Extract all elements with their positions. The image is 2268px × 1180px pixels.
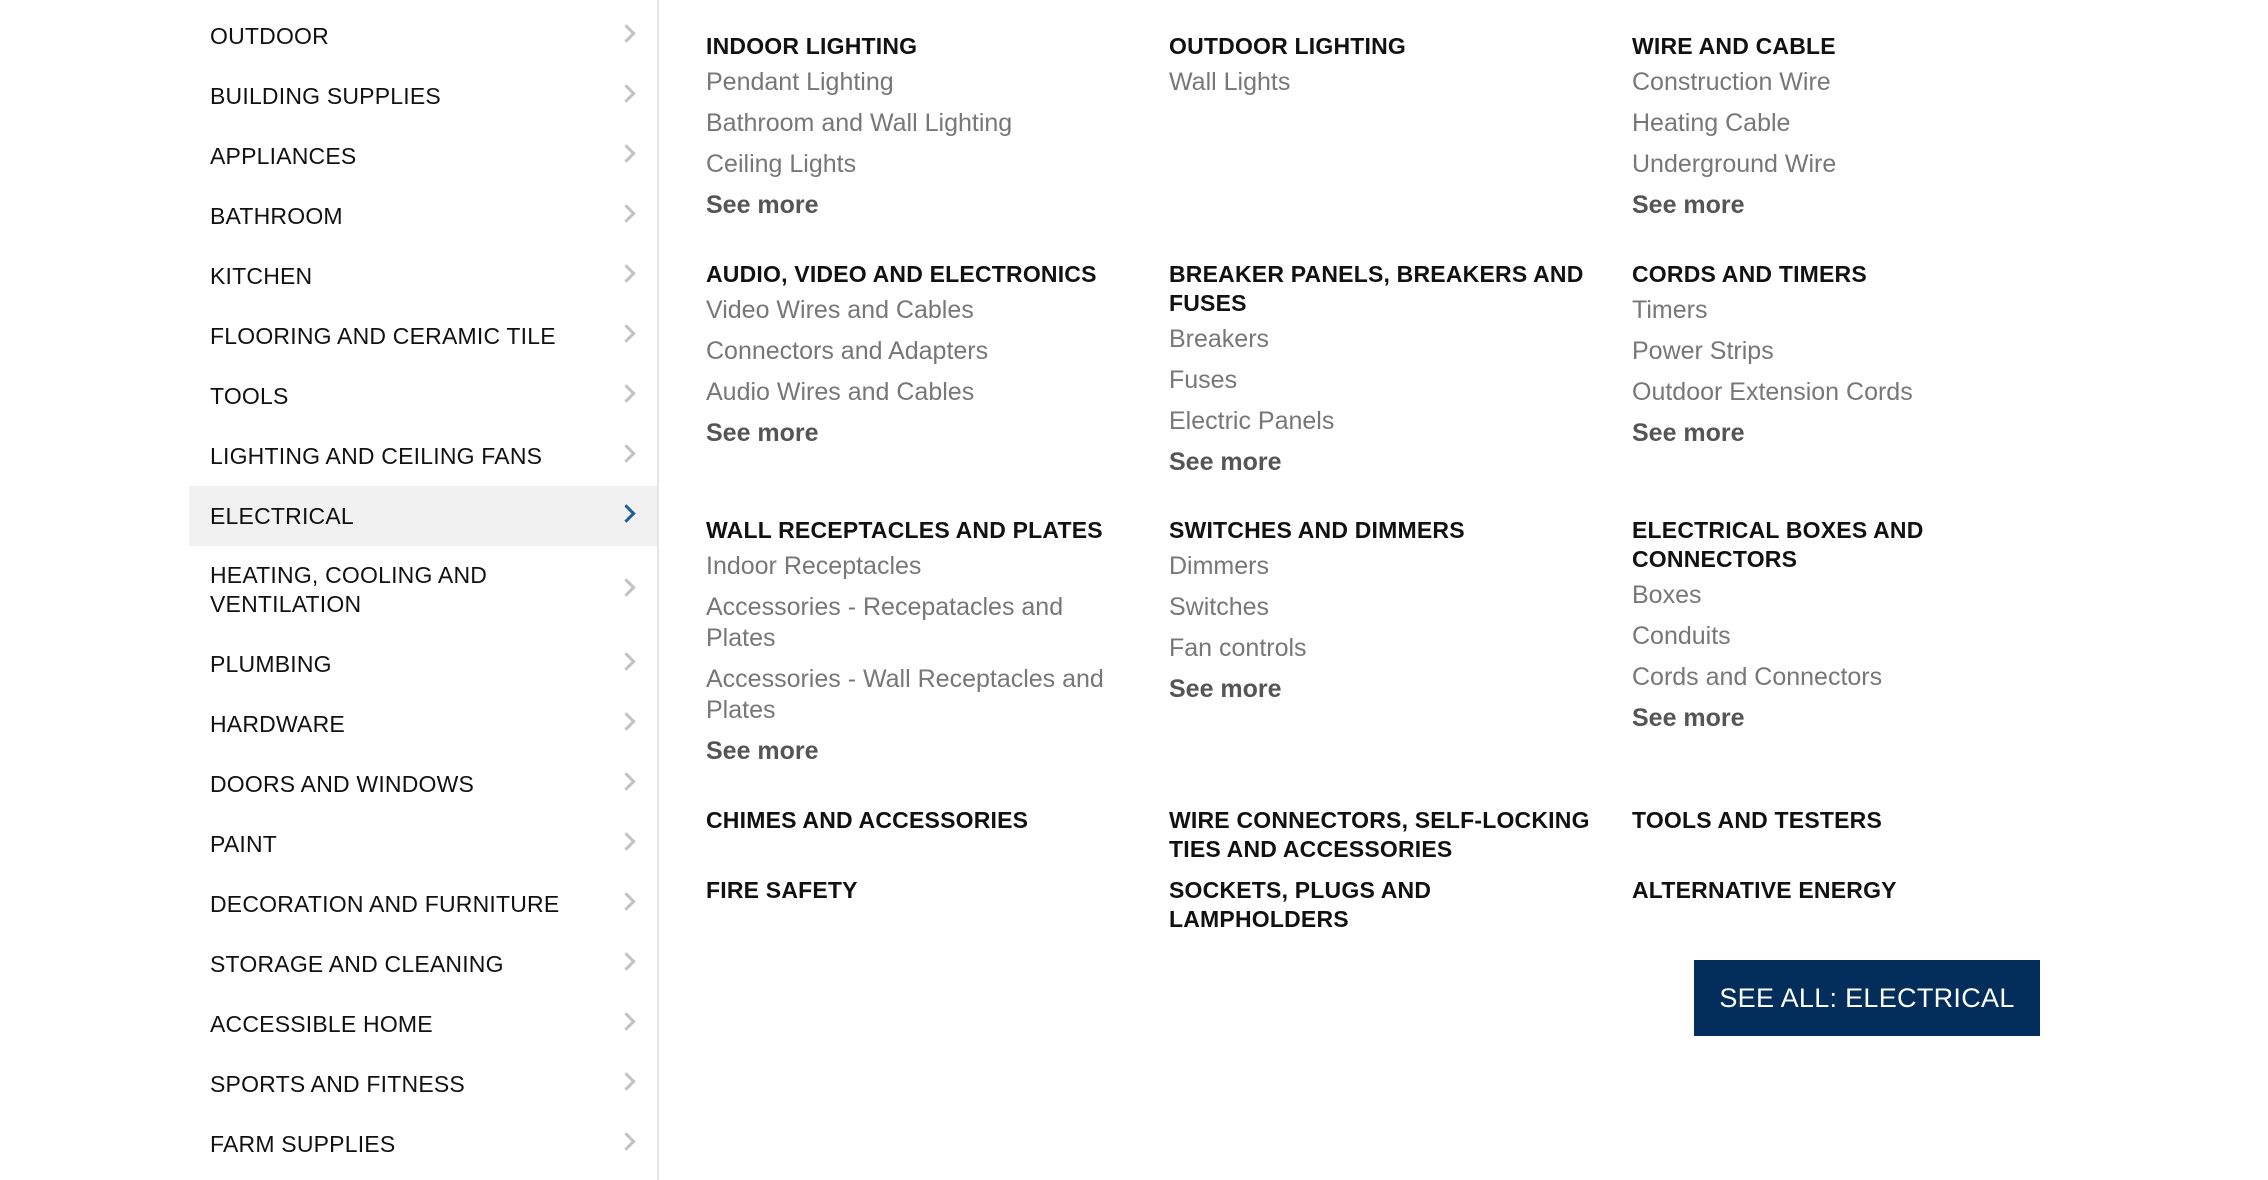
subcategory-link[interactable]: Connectors and Adapters — [706, 337, 989, 365]
chevron-right-icon — [617, 24, 635, 42]
sidebar-item-label: OUTDOOR — [210, 22, 329, 49]
group-title-link[interactable]: WIRE AND CABLE — [1632, 33, 1836, 59]
group-title-link[interactable]: INDOOR LIGHTING — [706, 33, 918, 59]
chevron-right-icon — [617, 504, 635, 522]
see-more-link[interactable]: See more — [1632, 191, 1745, 219]
subcategory-group — [706, 260, 1136, 459]
sidebar-item-label: FARM SUPPLIES — [210, 1130, 396, 1157]
chevron-right-icon — [617, 384, 635, 402]
sidebar-item-bathroom[interactable] — [189, 186, 657, 246]
sidebar-item-plumbing[interactable] — [189, 634, 657, 694]
subcategory-link[interactable]: Electric Panels — [1169, 407, 1335, 435]
group-title-link[interactable]: CHIMES AND ACCESSORIES — [706, 807, 1029, 833]
sidebar-item-farm-supplies[interactable] — [189, 1114, 657, 1174]
sidebar-item-label: ACCESSIBLE HOME — [210, 1010, 433, 1037]
subcategory-link[interactable]: Video Wires and Cables — [706, 296, 974, 324]
chevron-right-icon — [617, 772, 635, 790]
subcategory-link[interactable]: Timers — [1632, 296, 1708, 324]
chevron-right-icon — [617, 892, 635, 910]
subcategory-group — [1632, 260, 2062, 459]
sidebar-item-label: APPLIANCES — [210, 142, 357, 169]
see-more-link[interactable]: See more — [1169, 448, 1282, 476]
see-more-link[interactable]: See more — [706, 737, 819, 765]
category-list — [189, 0, 657, 1174]
subcategory-group — [1632, 32, 2062, 231]
sidebar-item-label: HEATING, COOLING AND VENTILATION — [210, 562, 488, 617]
subcategory-links — [706, 295, 1136, 449]
chevron-right-icon — [617, 578, 635, 596]
subcategory-link[interactable]: Dimmers — [1169, 552, 1269, 580]
sidebar-item-label: BUILDING SUPPLIES — [210, 82, 441, 109]
subcategory-link[interactable]: Ceiling Lights — [706, 150, 857, 178]
subcategory-links — [1169, 551, 1599, 705]
sidebar-item-flooring-and-ceramic-tile[interactable] — [189, 306, 657, 366]
sidebar-item-accessible-home[interactable] — [189, 994, 657, 1054]
subcategory-links — [706, 551, 1136, 767]
subcategory-link[interactable]: Conduits — [1632, 622, 1731, 650]
sidebar-item-label: HARDWARE — [210, 710, 345, 737]
sidebar-item-lighting-and-ceiling-fans[interactable] — [189, 426, 657, 486]
chevron-right-icon — [617, 444, 635, 462]
sidebar-item-label: STORAGE AND CLEANING — [210, 950, 504, 977]
subcategory-link[interactable]: Underground Wire — [1632, 150, 1837, 178]
sidebar-item-storage-and-cleaning[interactable] — [189, 934, 657, 994]
sidebar-item-label: KITCHEN — [210, 262, 313, 289]
group-title-link[interactable]: SWITCHES AND DIMMERS — [1169, 517, 1465, 543]
subcategory-link[interactable]: Fuses — [1169, 366, 1238, 394]
sidebar-item-paint[interactable] — [189, 814, 657, 874]
subcategory-group — [1632, 516, 2062, 744]
group-title-link[interactable]: TOOLS AND TESTERS — [1632, 807, 1883, 833]
group-title-link[interactable]: SOCKETS, PLUGS AND LAMPHOLDERS — [1169, 877, 1432, 932]
sidebar-item-doors-and-windows[interactable] — [189, 754, 657, 814]
sidebar-item-sports-and-fitness[interactable] — [189, 1054, 657, 1114]
sidebar-item-tools[interactable] — [189, 366, 657, 426]
subcategory-link[interactable]: Power Strips — [1632, 337, 1774, 365]
subcategory-link[interactable]: Wall Lights — [1169, 68, 1291, 96]
group-title-link[interactable]: WALL RECEPTACLES AND PLATES — [706, 517, 1103, 543]
see-more-link[interactable]: See more — [1632, 704, 1745, 732]
sidebar-item-decoration-and-furniture[interactable] — [189, 874, 657, 934]
sidebar-item-heating-cooling-and-ventilation[interactable] — [189, 546, 657, 634]
subcategory-link[interactable]: Breakers — [1169, 325, 1270, 353]
subcategory-group — [1169, 876, 1599, 934]
chevron-right-icon — [617, 144, 635, 162]
see-more-link[interactable]: See more — [1169, 675, 1282, 703]
sidebar-item-label: FLOORING AND CERAMIC TILE — [210, 322, 556, 349]
subcategory-links — [1169, 324, 1599, 478]
chevron-right-icon — [617, 204, 635, 222]
subcategory-group — [1169, 32, 1599, 108]
chevron-right-icon — [617, 712, 635, 730]
subcategory-group — [1632, 806, 2062, 835]
chevron-right-icon — [617, 652, 635, 670]
group-title-link[interactable]: ELECTRICAL BOXES AND CONNECTORS — [1632, 517, 1924, 572]
group-title-link[interactable]: ALTERNATIVE ENERGY — [1632, 877, 1897, 903]
subcategory-link[interactable]: Cords and Connectors — [1632, 663, 1883, 691]
chevron-right-icon — [617, 952, 635, 970]
see-more-link[interactable]: See more — [1632, 419, 1745, 447]
subcategory-group — [706, 806, 1136, 835]
subcategory-group — [1632, 876, 2062, 905]
subcategory-link[interactable]: Switches — [1169, 593, 1270, 621]
subcategory-link[interactable]: Audio Wires and Cables — [706, 378, 975, 406]
chevron-right-icon — [617, 324, 635, 342]
subcategory-link[interactable]: Indoor Receptacles — [706, 552, 922, 580]
sidebar-item-label: PLUMBING — [210, 650, 332, 677]
subcategory-link[interactable]: Boxes — [1632, 581, 1702, 609]
subcategory-link[interactable]: Accessories - Recepatacles and Plates — [706, 593, 1064, 652]
chevron-right-icon — [617, 84, 635, 102]
sidebar-item-label: SPORTS AND FITNESS — [210, 1070, 465, 1097]
subcategory-links — [706, 67, 1136, 221]
subcategory-links — [1632, 295, 2062, 449]
sidebar-item-label: LIGHTING AND CEILING FANS — [210, 442, 543, 469]
chevron-right-icon — [617, 1012, 635, 1030]
sidebar-item-kitchen[interactable] — [189, 246, 657, 306]
chevron-right-icon — [617, 264, 635, 282]
subcategory-link[interactable]: Heating Cable — [1632, 109, 1791, 137]
sidebar-item-label: TOOLS — [210, 382, 289, 409]
subcategory-link[interactable]: Fan controls — [1169, 634, 1307, 662]
subcategory-link[interactable]: Accessories - Wall Receptacles and Plates — [706, 665, 1104, 724]
sidebar-item-hardware[interactable] — [189, 694, 657, 754]
group-title-link[interactable]: AUDIO, VIDEO AND ELECTRONICS — [706, 261, 1097, 287]
chevron-right-icon — [617, 1072, 635, 1090]
sidebar-item-electrical[interactable] — [189, 486, 657, 546]
subcategory-group — [1169, 516, 1599, 715]
sidebar-item-building-supplies[interactable] — [189, 66, 657, 126]
group-title-link[interactable]: OUTDOOR LIGHTING — [1169, 33, 1407, 59]
sidebar-item-label: BATHROOM — [210, 202, 343, 229]
sidebar-item-label: DECORATION AND FURNITURE — [210, 890, 560, 917]
subcategory-link[interactable]: Bathroom and Wall Lighting — [706, 109, 1013, 137]
group-title-link[interactable]: CORDS AND TIMERS — [1632, 261, 1867, 287]
subcategory-link[interactable]: Construction Wire — [1632, 68, 1831, 96]
sidebar-item-label: DOORS AND WINDOWS — [210, 770, 475, 797]
group-title-link[interactable]: BREAKER PANELS, BREAKERS AND FUSES — [1169, 261, 1584, 316]
subcategory-group — [706, 32, 1136, 231]
sidebar-item-appliances[interactable] — [189, 126, 657, 186]
group-title-link[interactable]: FIRE SAFETY — [706, 877, 858, 903]
sidebar-item-label: PAINT — [210, 830, 278, 857]
subcategory-group — [706, 876, 1136, 905]
chevron-right-icon — [617, 1132, 635, 1150]
sidebar-item-label: ELECTRICAL — [210, 502, 354, 529]
subcategory-group — [1169, 806, 1599, 864]
chevron-right-icon — [617, 832, 635, 850]
see-more-link[interactable]: See more — [706, 191, 819, 219]
subcategory-link[interactable]: Outdoor Extension Cords — [1632, 378, 1913, 406]
group-title-link[interactable]: WIRE CONNECTORS, SELF-LOCKING TIES AND ACCESSORIES — [1169, 807, 1590, 862]
sidebar-item-outdoor[interactable] — [189, 6, 657, 66]
subcategory-links — [1632, 580, 2062, 734]
subcategory-group — [1169, 260, 1599, 488]
subcategory-group — [706, 516, 1136, 777]
subcategory-links — [1632, 67, 2062, 221]
subcategory-links — [1169, 67, 1599, 98]
category-sidebar — [189, 0, 659, 1180]
subcategory-link[interactable]: Pendant Lighting — [706, 68, 894, 96]
see-more-link[interactable]: See more — [706, 419, 819, 447]
see-all-electrical-button[interactable]: SEE ALL: ELECTRICAL — [1694, 960, 2040, 1036]
